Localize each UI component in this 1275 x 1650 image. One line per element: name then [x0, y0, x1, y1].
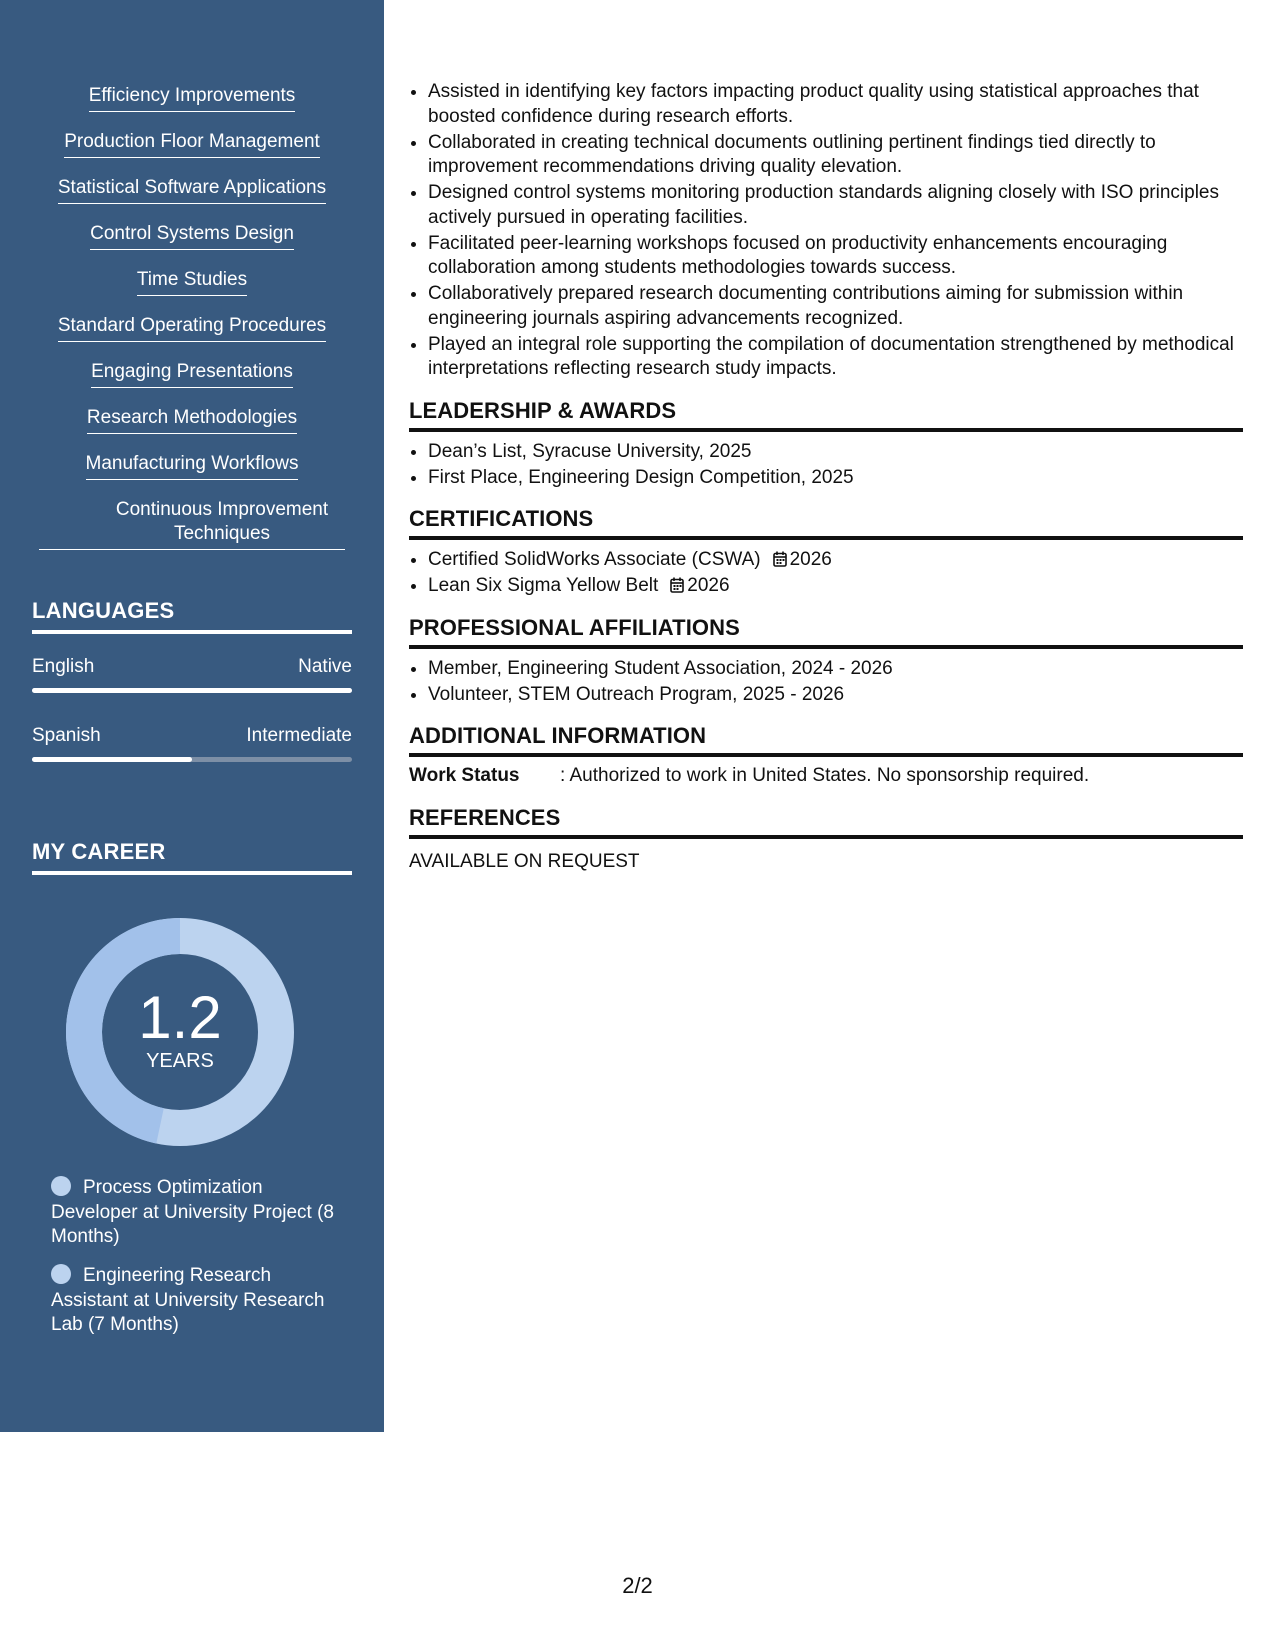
career-item [51, 1176, 341, 1250]
skill-item: Continuous Improvement Techniques [39, 498, 345, 550]
language-level: Native [298, 656, 352, 677]
section-title-leadership: LEADERSHIP & AWARDS [409, 398, 1243, 432]
bullet-item: • Facilitated peer-learning workshops focused on productivity enhancements encouraging collaboration among students methodologies towards success. [428, 232, 1243, 281]
language-bar-fill [32, 757, 192, 762]
references-text: AVAILABLE ON REQUEST [409, 851, 640, 872]
certification-year: 2026 [789, 549, 832, 570]
skill-item: Manufacturing Workflows [86, 452, 299, 480]
donut-center [66, 918, 294, 1146]
skill-item: Standard Operating Procedures [58, 314, 326, 342]
calendar-icon [773, 551, 787, 567]
language-spanish [32, 725, 352, 762]
languages-heading: LANGUAGES [32, 598, 352, 634]
skills-list [0, 84, 384, 568]
affiliations-list [409, 657, 1243, 708]
language-bar-fill [32, 688, 352, 693]
section-title-affiliations: PROFESSIONAL AFFILIATIONS [409, 615, 1243, 649]
page-number: 2/2 [622, 1573, 653, 1598]
career-item-text: Process Optimization Developer at University Project (8 Months) [51, 1177, 334, 1247]
skill-item: Statistical Software Applications [58, 176, 326, 204]
career-donut [66, 918, 294, 1146]
section-title-additional: ADDITIONAL INFORMATION [409, 723, 1243, 757]
certification-name: Lean Six Sigma Yellow Belt [428, 575, 659, 596]
legend-dot-icon [51, 1264, 71, 1284]
bullet-item: • First Place, Engineering Design Competition, 2025 [428, 466, 1243, 491]
career-item [51, 1264, 341, 1338]
career-item-text: Engineering Research Assistant at University Research Lab (7 Months) [51, 1265, 325, 1335]
bullet-item: • Collaborated in creating technical documents outlining pertinent findings tied directly to improvement recommendations driving quality elevation. [428, 131, 1243, 180]
skill-item: Time Studies [137, 268, 247, 296]
bullet-item: • Dean’s List, Syracuse University, 2025 [428, 440, 1243, 465]
bullet-item: • Volunteer, STEM Outreach Program, 2025 - 2026 [428, 683, 1243, 708]
bullet-item: • Assisted in identifying key factors impacting product quality using statistical approaches that boosted confidence during research efforts. [428, 80, 1243, 129]
certification-item [428, 548, 1243, 573]
bullet-item: • Collaboratively prepared research documenting contributions aiming for submission within engineering journals aspiring advancements recognized. [428, 282, 1243, 331]
bullet-item: • Played an integral role supporting the compilation of documentation strengthened by methodical interpretations reflecting research study impacts. [428, 333, 1243, 382]
experience-bullets [409, 80, 1243, 382]
section-title-references: REFERENCES [409, 805, 1243, 839]
certification-year: 2026 [687, 575, 730, 596]
career-heading: MY CAREER [32, 839, 352, 875]
language-bar [32, 757, 352, 762]
language-name: Spanish [32, 725, 101, 746]
certifications-list [409, 548, 1243, 599]
certification-item [428, 574, 1243, 599]
certification-name: Certified SolidWorks Associate (CSWA) [428, 549, 761, 570]
main-content [409, 0, 1243, 873]
section-title-certifications: CERTIFICATIONS [409, 506, 1243, 540]
sidebar [0, 0, 384, 1432]
skill-item: Production Floor Management [64, 130, 320, 158]
skill-item: Research Methodologies [87, 406, 297, 434]
calendar-icon [670, 577, 684, 593]
language-name: English [32, 656, 95, 677]
skill-item: Engaging Presentations [91, 360, 293, 388]
work-status-value: : Authorized to work in United States. No sponsorship required. [560, 765, 1090, 786]
legend-dot-icon [51, 1176, 71, 1196]
leadership-list [409, 440, 1243, 491]
work-status-label: Work Status [409, 765, 520, 786]
language-bar [32, 688, 352, 693]
language-level: Intermediate [246, 725, 352, 746]
career-total: 1.2 [138, 984, 222, 1051]
bullet-item: • Member, Engineering Student Association, 2024 - 2026 [428, 657, 1243, 682]
bullet-item: • Designed control systems monitoring production standards aligning closely with ISO principles actively pursued in operating facilities. [428, 181, 1243, 230]
skill-item: Efficiency Improvements [89, 84, 296, 112]
work-status-row [409, 765, 1243, 787]
skill-item: Control Systems Design [90, 222, 294, 250]
career-unit: YEARS [146, 1050, 214, 1072]
language-english [32, 656, 352, 693]
